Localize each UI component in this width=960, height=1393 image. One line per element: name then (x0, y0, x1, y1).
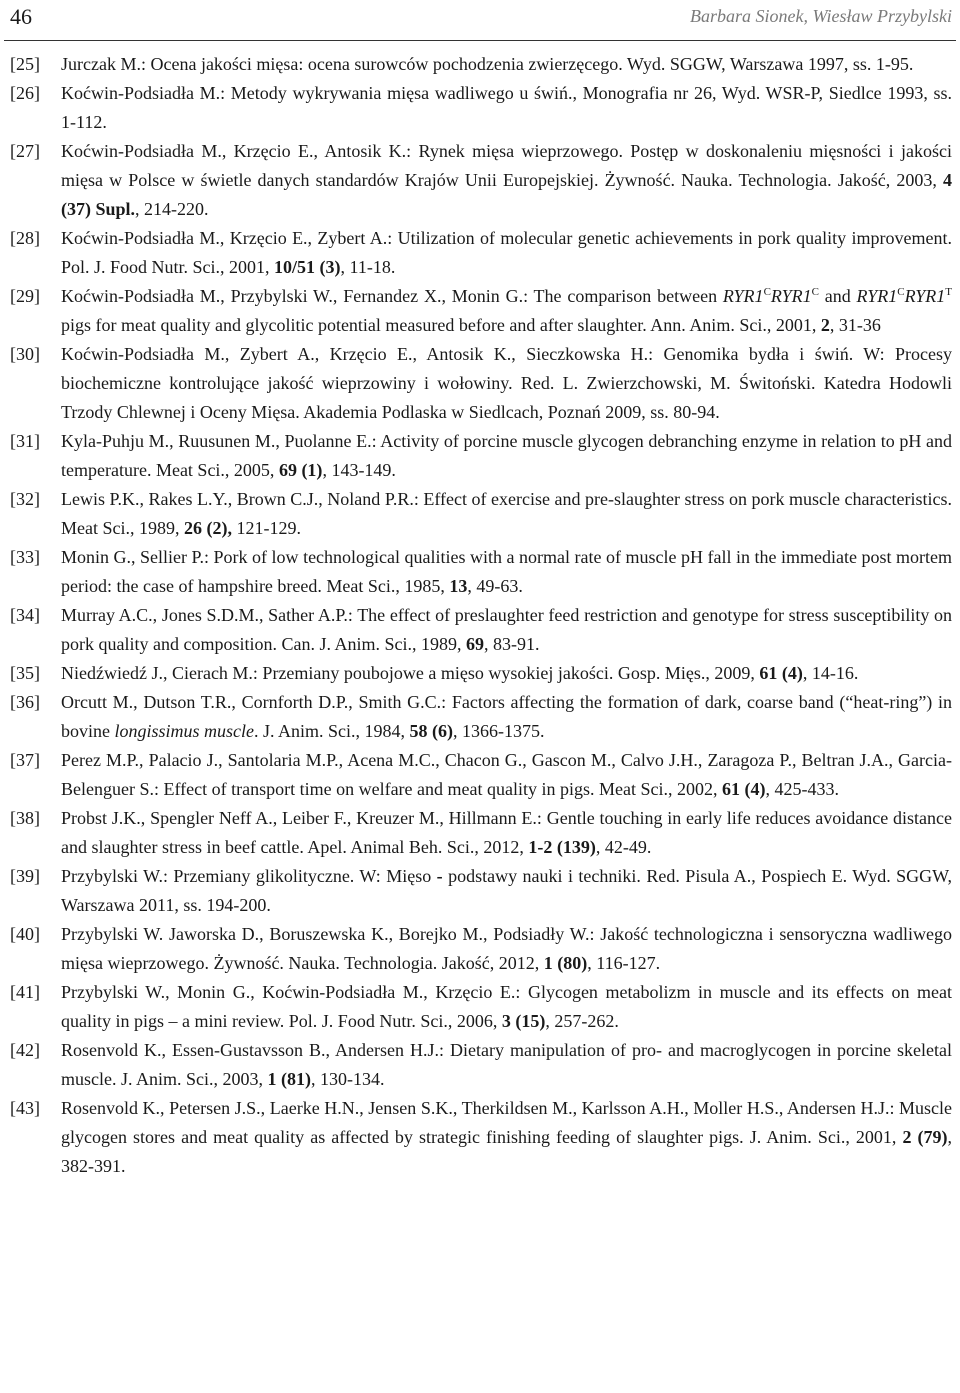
reference-number: [29] (10, 286, 40, 306)
reference-fragment: , 116-127. (587, 953, 661, 973)
reference-fragment: , 14-16. (802, 663, 859, 683)
reference-number: [36] (10, 692, 40, 712)
reference-entry (0, 340, 960, 427)
reference-entry (0, 688, 960, 746)
italic-term: RYR1 (722, 286, 764, 306)
reference-text (61, 224, 952, 282)
reference-entry (0, 50, 960, 79)
volume-issue: 3 (15) (501, 1011, 546, 1031)
reference-entry (0, 282, 960, 340)
reference-fragment: , 214-220. (135, 199, 209, 219)
reference-fragment: , 130-134. (311, 1069, 385, 1089)
reference-number: [38] (10, 808, 40, 828)
reference-fragment: Lewis P.K., Rakes L.Y., Brown C.J., Noland P.R.: Effect of exercise and pre-slaughter stress on pork muscle characteristics. Meat Sci., 1989, (61, 489, 952, 538)
volume-issue: 1 (80) (543, 953, 588, 973)
volume-issue: 69 (1) (278, 460, 323, 480)
reference-number: [31] (10, 431, 40, 451)
volume-issue: 2 (820, 315, 830, 335)
reference-number: [40] (10, 924, 40, 944)
reference-number: [30] (10, 344, 40, 364)
reference-entry (0, 427, 960, 485)
page-number: 46 (10, 4, 32, 29)
reference-entry (0, 1036, 960, 1094)
reference-fragment: Probst J.K., Spengler Neff A., Leiber F., Kreuzer M., Hillmann E.: Gentle touching in early life reduces avoidance distance and slaughter stress in beef cattle. Apel. Animal Beh. Sci., 2012, (61, 808, 952, 857)
reference-text (61, 920, 952, 978)
reference-number: [35] (10, 663, 40, 683)
italic-term: longissimus muscle (114, 721, 254, 741)
reference-text (61, 804, 952, 862)
reference-number: [37] (10, 750, 40, 770)
reference-fragment: Rosenvold K., Petersen J.S., Laerke H.N., Jensen S.K., Therkildsen M., Karlsson A.H., Moller H.S., Andersen H.J.: Muscle glycogen stores and meat quality as affected by strategic finishing feeding of slaughter pigs. J. Anim. Sci., 2001, (61, 1098, 952, 1147)
reference-fragment: Koćwin-Podsiadła M., Przybylski W., Fernandez X., Monin G.: The comparison between (61, 286, 723, 306)
reference-fragment: pigs for meat quality and glycolitic potential measured before and after slaughter. Ann. Anim. Sci., 2001, (61, 315, 821, 335)
reference-text: Jurczak M.: Ocena jakości mięsa: ocena surowców pochodzenia zwierzęcego. Wyd. SGGW, Warszawa 1997, ss. 1-95. (61, 54, 914, 74)
volume-issue: 2 (79) (902, 1127, 948, 1147)
reference-fragment: , 49-63. (467, 576, 523, 596)
reference-entry (0, 862, 960, 920)
reference-fragment: Przybylski W. Jaworska D., Boruszewska K., Borejko M., Podsiadły W.: Jakość technologiczna i sensoryczna wadliwego mięsa wieprzowego. Żywność. Nauka. Technologia. Jakość, 2012, (61, 924, 952, 973)
reference-fragment: , 425-433. (765, 779, 839, 799)
reference-fragment: Murray A.C., Jones S.D.M., Sather A.P.: The effect of preslaughter feed restriction and genotype for stress susceptibility on pork quality and composition. Can. J. Anim. Sci., 1989, (61, 605, 952, 654)
reference-entry (0, 601, 960, 659)
reference-fragment: , 143-149. (322, 460, 396, 480)
reference-entry (0, 485, 960, 543)
running-head: Barbara Sionek, Wiesław Przybylski (690, 6, 952, 26)
reference-number: [28] (10, 228, 40, 248)
reference-fragment: Rosenvold K., Essen-Gustavsson B., Andersen H.J.: Dietary manipulation of pro- and macroglycogen in porcine skeletal muscle. J. Anim. Sci., 2003, (61, 1040, 952, 1089)
reference-text (61, 543, 952, 601)
reference-entry (0, 79, 960, 137)
reference-text (61, 601, 952, 659)
superscript-allele: C (763, 286, 771, 298)
reference-fragment: Orcutt M., Dutson T.R., Cornforth D.P., Smith G.C.: Factors affecting the formation of dark, coarse band (“heat-ring”) in bovine (61, 692, 952, 741)
reference-text: Koćwin-Podsiadła M.: Metody wykrywania mięsa wadliwego u świń., Monografia nr 26, Wyd. WSR-P, Siedlce 1993, ss. 1-112. (61, 83, 952, 132)
reference-text (61, 659, 952, 688)
volume-issue: 61 (4) (759, 663, 803, 683)
reference-list (0, 50, 960, 1181)
reference-number: [25] (10, 54, 40, 74)
reference-text (61, 978, 952, 1036)
reference-text (61, 427, 952, 485)
reference-fragment: Koćwin-Podsiadła M., Krzęcio E., Antosik K.: Rynek mięsa wieprzowego. Postęp w doskonaleniu mięsności i jakości mięsa w Polsce w świetle danych standardów Krajów Unii Europejskiej. Żywność. Nauka. Technologia. Jakość, 2003, (61, 141, 952, 190)
reference-fragment: Przybylski W., Monin G., Koćwin-Podsiadła M., Krzęcio E.: Glycogen metabolizm in muscle and its effects on meat quality in pigs – a mini review. Pol. J. Food Nutr. Sci., 2006, (61, 982, 952, 1031)
reference-fragment: Koćwin-Podsiadła M., Krzęcio E., Zybert A.: Utilization of molecular genetic achievements in pork quality improvement. Pol. J. Food Nutr. Sci., 2001, (61, 228, 952, 277)
superscript-allele: C (897, 286, 905, 298)
header-rule (4, 40, 956, 41)
reference-entry (0, 1094, 960, 1181)
volume-issue: - (436, 866, 443, 886)
reference-fragment: podstawy nauki i techniki. Red. Pisula A., Pospiech E. Wyd. SGGW, Warszawa 2011, ss. 194-200. (61, 866, 952, 915)
reference-entry (0, 920, 960, 978)
italic-term: RYR1 (904, 286, 946, 306)
reference-entry (0, 224, 960, 282)
reference-entry (0, 978, 960, 1036)
volume-issue: 10/51 (3) (274, 257, 341, 277)
reference-fragment: Niedźwiedź J., Cierach M.: Przemiany poubojowe a mięso wysokiej jakości. Gosp. Mięs., 2009, (61, 663, 760, 683)
volume-issue: 58 (6) (409, 721, 454, 741)
reference-fragment: , 83-91. (483, 634, 540, 654)
reference-entry (0, 543, 960, 601)
reference-fragment: Kyla-Puhju M., Ruusunen M., Puolanne E.: Activity of porcine muscle glycogen debranching enzyme in relation to pH and temperature. Meat Sci., 2005, (61, 431, 952, 480)
reference-number: [41] (10, 982, 40, 1002)
volume-issue: 13 (449, 576, 468, 596)
reference-fragment: Monin G., Sellier P.: Pork of low technological qualities with a normal rate of muscle pH fall in the immediate post mortem period: the case of hampshire breed. Meat Sci., 1985, (61, 547, 952, 596)
reference-text: Koćwin-Podsiadła M., Zybert A., Krzęcio E., Antosik K., Sieczkowska H.: Genomika bydła i świń. W: Procesy biochemiczne kontrolujące jakość wieprzowiny i wołowiny. Red. L. Zwierzchowski, M. Świtoński. Katedra Hodowli Trzody Chlewnej i Oceny Mięsa. Akademia Podlaska w Siedlcach, Poznań 2009, ss. 80-94. (61, 344, 952, 422)
volume-issue: 69 (465, 634, 484, 654)
reference-fragment: , 11-18. (340, 257, 396, 277)
reference-entry (0, 659, 960, 688)
reference-number: [39] (10, 866, 40, 886)
superscript-allele: C (811, 286, 819, 298)
italic-term: RYR1 (856, 286, 898, 306)
superscript-allele: T (945, 286, 952, 298)
volume-issue: 26 (2), (184, 518, 232, 538)
reference-text (61, 862, 952, 920)
reference-fragment: , 1366-1375. (453, 721, 545, 741)
reference-text (61, 485, 952, 543)
reference-fragment: and (818, 286, 857, 306)
reference-fragment: Perez M.P., Palacio J., Santolaria M.P., Acena M.C., Chacon G., Gascon M., Calvo J.H., Zaragoza P., Beltran J.A., Garcia-Belenguer S.: Effect of transport time on welfare and meat quality in pigs. Meat Sci., 2002, (61, 750, 952, 799)
volume-issue: 61 (4) (722, 779, 766, 799)
volume-issue: 1-2 (139) (528, 837, 596, 857)
reference-entry (0, 137, 960, 224)
reference-number: [42] (10, 1040, 40, 1060)
reference-number: [34] (10, 605, 40, 625)
reference-text (61, 688, 952, 746)
reference-number: [43] (10, 1098, 40, 1118)
reference-text (61, 1094, 952, 1181)
reference-fragment: , 31-36 (829, 315, 881, 335)
reference-fragment: Przybylski W.: Przemiany glikolityczne. W: Mięso (61, 866, 437, 886)
reference-fragment: , 382-391. (61, 1127, 952, 1176)
reference-text (61, 746, 952, 804)
reference-fragment: 121-129. (232, 518, 301, 538)
reference-text (61, 137, 952, 224)
reference-fragment: , 257-262. (545, 1011, 619, 1031)
reference-number: [27] (10, 141, 40, 161)
reference-text (61, 1036, 952, 1094)
volume-issue: 4 (37) Supl. (61, 170, 952, 219)
reference-fragment: . J. Anim. Sci., 1984, (254, 721, 410, 741)
reference-number: [33] (10, 547, 40, 567)
reference-text (61, 282, 952, 340)
reference-number: [32] (10, 489, 40, 509)
italic-term: RYR1 (770, 286, 812, 306)
volume-issue: 1 (81) (267, 1069, 311, 1089)
page-header (8, 0, 954, 40)
reference-number: [26] (10, 83, 40, 103)
reference-fragment: , 42-49. (595, 837, 652, 857)
reference-entry (0, 746, 960, 804)
reference-entry (0, 804, 960, 862)
